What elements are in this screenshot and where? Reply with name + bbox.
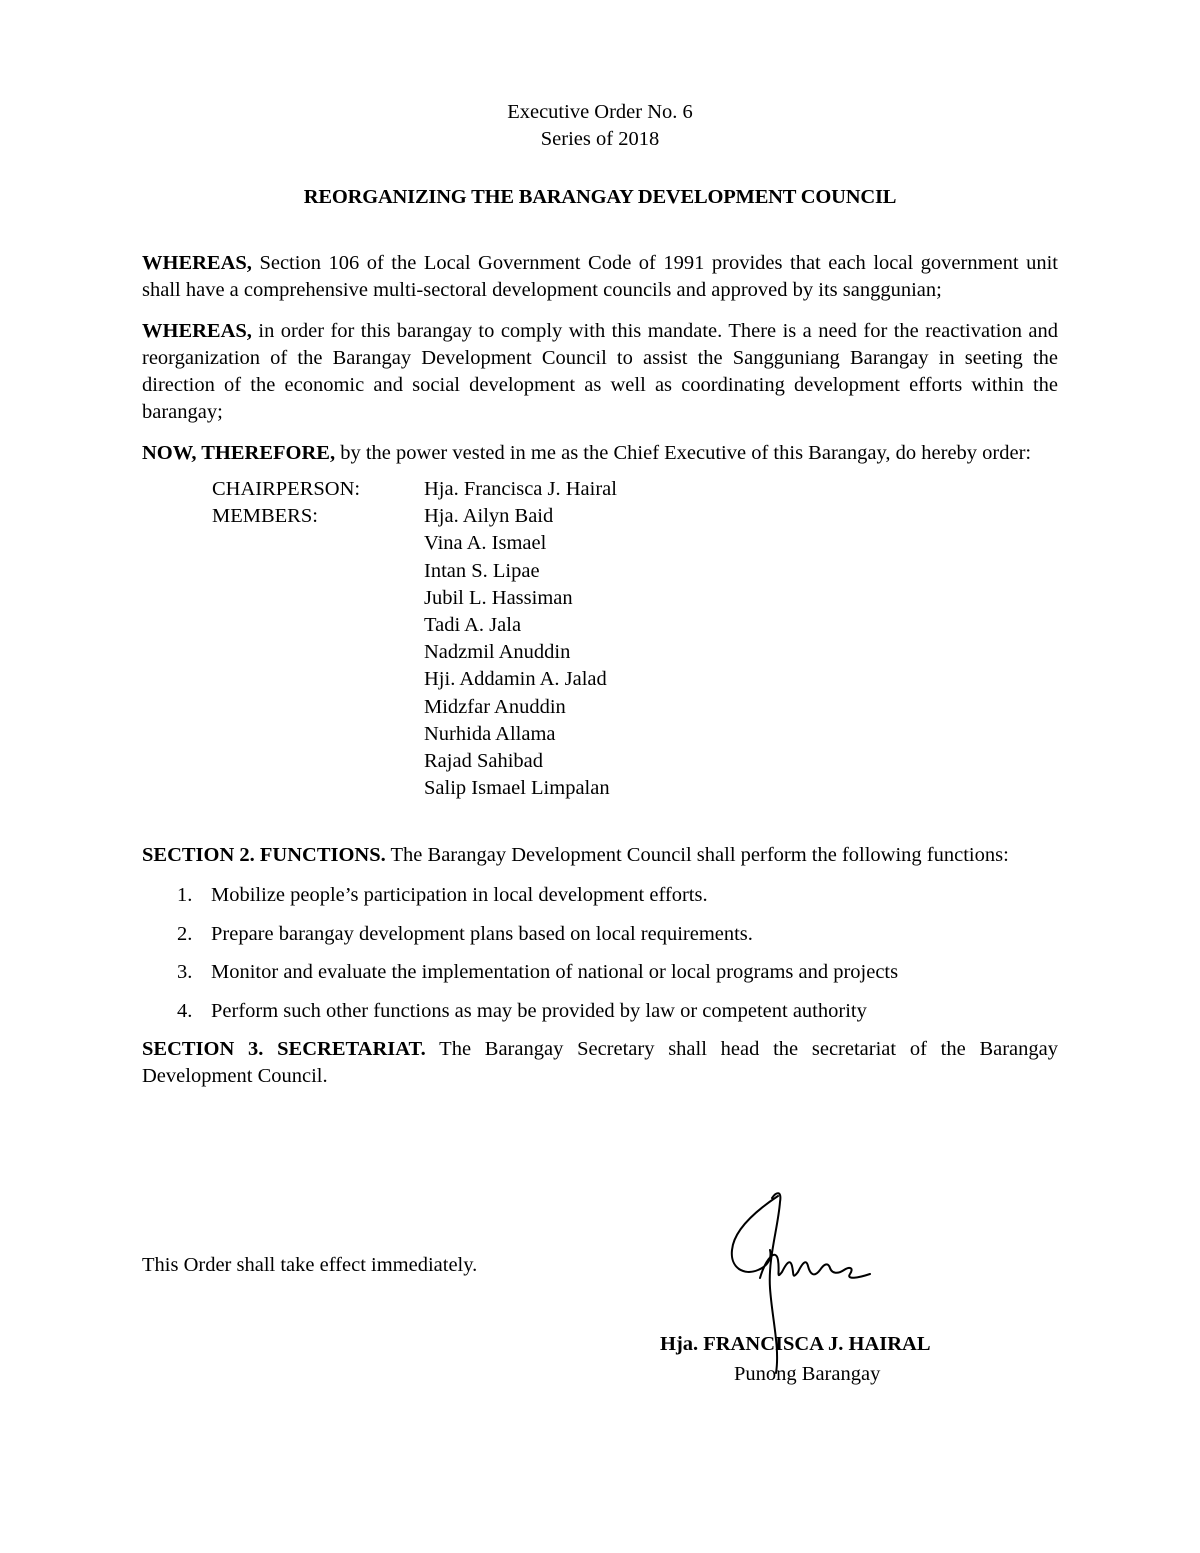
now-therefore-clause: [142, 440, 1058, 467]
member-name: Tadi A. Jala: [424, 613, 522, 636]
roster-row: [212, 748, 1058, 775]
now-therefore-lead: NOW, THEREFORE,: [142, 442, 336, 464]
function-text: Mobilize people’s participation in local development efforts.: [211, 884, 708, 907]
member-name: Salip Ismael Limpalan: [424, 777, 610, 800]
member-name: Jubil L. Hassiman: [424, 586, 573, 609]
section-3: [142, 1036, 1058, 1090]
roster-row: [212, 639, 1058, 666]
section-3-heading: SECTION 3. SECRETARIAT.: [142, 1038, 426, 1061]
member-name: Hja. Ailyn Baid: [424, 505, 554, 528]
section-2-text: The Barangay Development Council shall perform the following functions:: [385, 844, 1009, 867]
member-name: Rajad Sahibad: [424, 749, 543, 772]
council-roster: [212, 476, 1058, 802]
list-item: [142, 959, 1058, 998]
whereas-lead: WHEREAS,: [142, 252, 252, 274]
chairperson-name: Hja. Francisca J. Hairal: [424, 478, 617, 500]
list-item: [142, 921, 1058, 960]
function-text: Perform such other functions as may be provided by law or competent authority: [211, 999, 867, 1022]
roster-row: [212, 530, 1058, 557]
list-number: 1.: [177, 884, 193, 907]
whereas-clause-2: [142, 318, 1058, 426]
document-body: [142, 99, 1058, 1090]
roster-row: [212, 775, 1058, 802]
roster-row: [212, 503, 1058, 530]
whereas-text: in order for this barangay to comply with this mandate. There is a need for the reactivation and reorganization of the Barangay Development Council to assist the Sangguniang Barangay in seeting the direction of the economic and social development as well as coordinating development efforts within the barangay;: [142, 320, 1058, 423]
signatory-title: Punong Barangay: [734, 1363, 881, 1385]
roster-row: [212, 558, 1058, 585]
list-item: [142, 882, 1058, 921]
member-name: Vina A. Ismael: [424, 532, 547, 555]
roster-row: [212, 694, 1058, 721]
members-label: MEMBERS:: [212, 505, 318, 528]
roster-row: [212, 612, 1058, 639]
member-name: Nadzmil Anuddin: [424, 641, 571, 664]
whereas-lead: WHEREAS,: [142, 320, 252, 342]
chairperson-label: CHAIRPERSON:: [212, 478, 361, 500]
list-number: 2.: [177, 922, 193, 945]
whereas-clause-1: [142, 250, 1058, 304]
document-title: REORGANIZING THE BARANGAY DEVELOPMENT COUNCIL: [303, 186, 897, 208]
member-name: Nurhida Allama: [424, 722, 556, 745]
function-text: Prepare barangay development plans based on local requirements.: [211, 922, 753, 945]
section-3-text: The Barangay Secretary shall head the secretariat of the Barangay Development Council.: [142, 1038, 1058, 1088]
roster-row: [212, 585, 1058, 612]
roster-row: [212, 666, 1058, 693]
closing-statement: This Order shall take effect immediately.: [142, 1254, 478, 1276]
functions-list: [142, 882, 1058, 1036]
roster-row: [212, 721, 1058, 748]
member-name: Intan S. Lipae: [424, 559, 540, 582]
now-therefore-text: by the power vested in me as the Chief Executive of this Barangay, do hereby order:: [335, 442, 1032, 464]
signatory-name: Hja. FRANCISCA J. HAIRAL: [660, 1333, 931, 1355]
order-series: Series of 2018: [540, 128, 660, 150]
list-number: 3.: [177, 961, 193, 984]
list-item: [142, 998, 1058, 1037]
roster-row: [212, 476, 1058, 503]
order-number: Executive Order No. 6: [507, 101, 693, 123]
section-2: [142, 842, 1058, 869]
function-text: Monitor and evaluate the implementation of national or local programs and projects: [211, 961, 899, 984]
list-number: 4.: [177, 999, 193, 1022]
member-name: Hji. Addamin A. Jalad: [424, 668, 607, 691]
section-2-heading: SECTION 2. FUNCTIONS.: [142, 844, 386, 867]
member-name: Midzfar Anuddin: [424, 695, 566, 718]
whereas-text: Section 106 of the Local Government Code of 1991 provides that each local government unit shall have a comprehensive multi-sectoral development councils and approved by its sanggunian;: [142, 252, 1058, 301]
